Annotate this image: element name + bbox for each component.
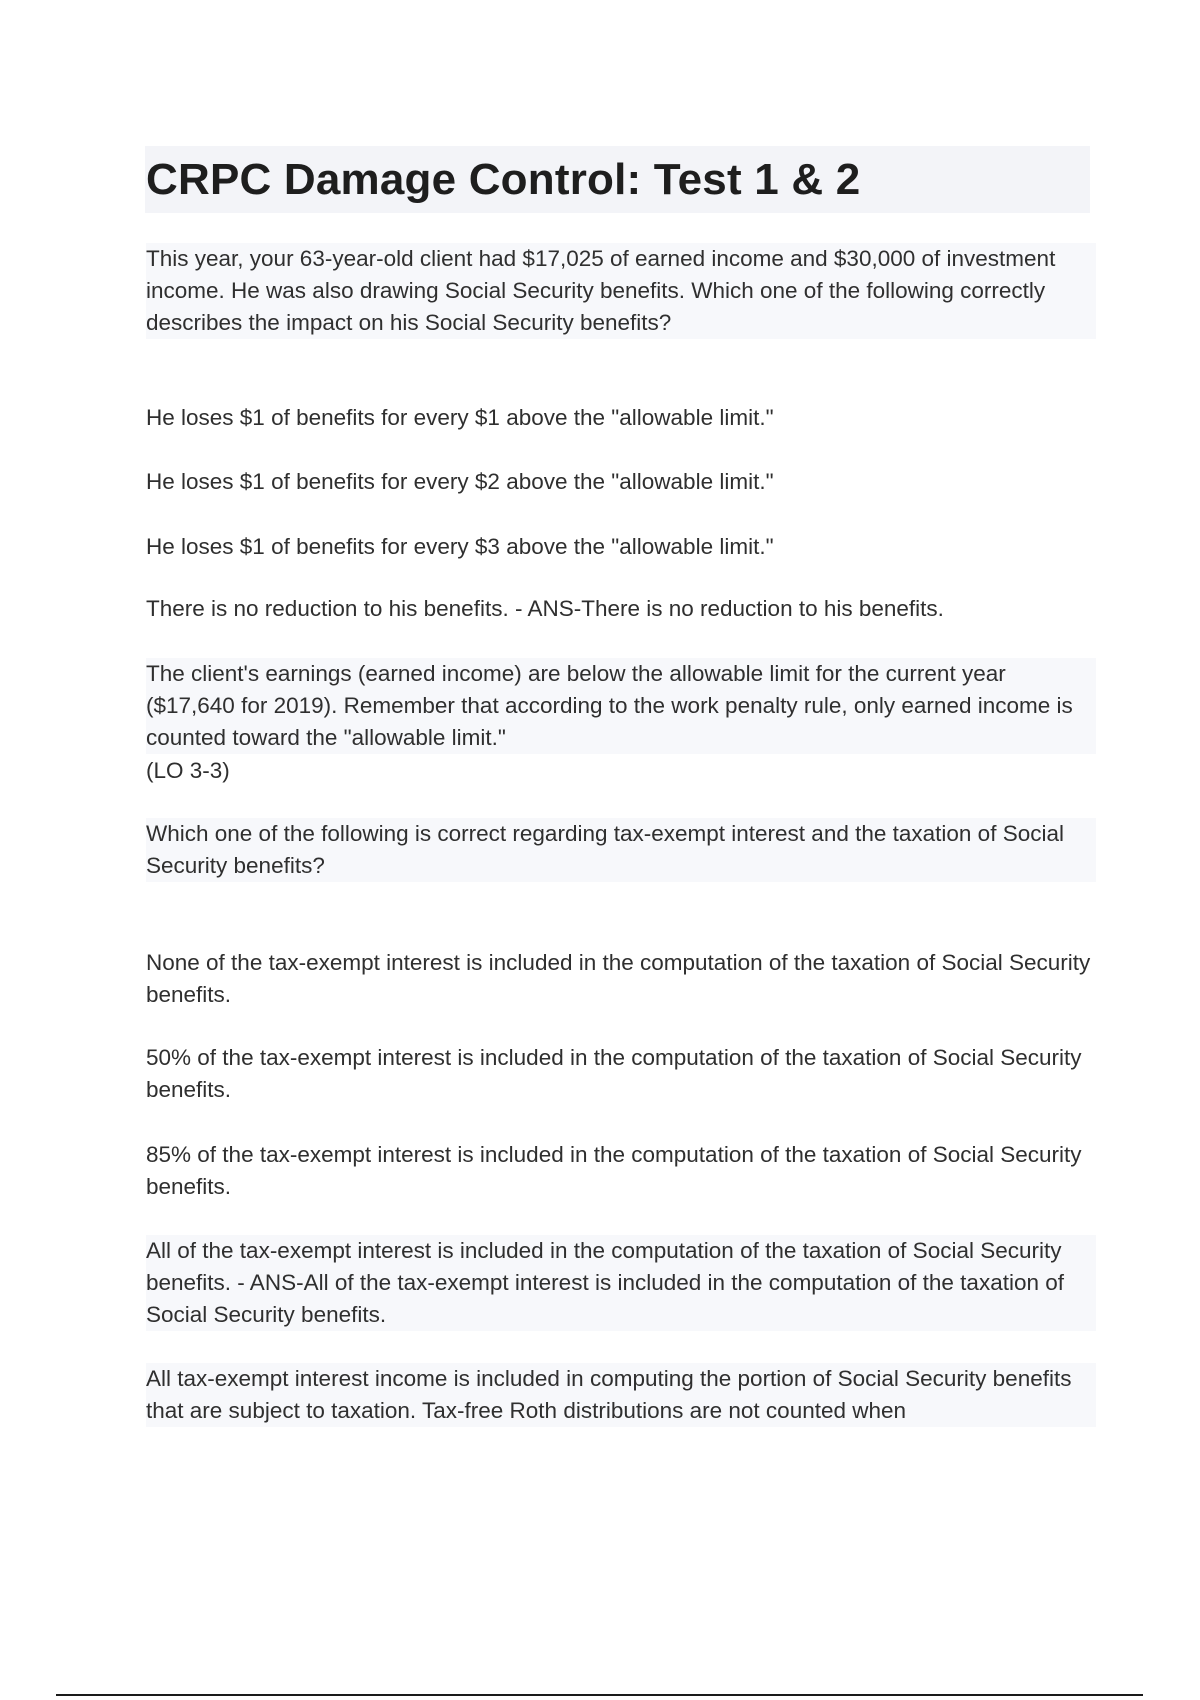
question-2-answer: All of the tax-exempt interest is included in the computation of the taxation of Social Security benefits. - ANS-All of the tax-exempt interest is included in the computation of the taxation of Social Security benefits. [146, 1235, 1096, 1331]
document-title: CRPC Damage Control: Test 1 & 2 [146, 155, 861, 204]
question-1-option-3: He loses $1 of benefits for every $3 above the "allowable limit." [146, 534, 774, 559]
question-1-answer: There is no reduction to his benefits. - ANS-There is no reduction to his benefits. [146, 596, 944, 621]
question-2-option-2: 50% of the tax-exempt interest is included in the computation of the taxation of Social Security benefits. [146, 1045, 1082, 1102]
question-1-reference: (LO 3-3) [146, 758, 230, 783]
question-2-stem: Which one of the following is correct regarding tax-exempt interest and the taxation of Social Security benefits? [146, 818, 1096, 882]
question-2-option-1: None of the tax-exempt interest is included in the computation of the taxation of Social Security benefits. [146, 950, 1091, 1007]
question-1-option-2: He loses $1 of benefits for every $2 above the "allowable limit." [146, 469, 774, 494]
question-1-option-1: He loses $1 of benefits for every $1 above the "allowable limit." [146, 405, 774, 430]
question-2-option-3: 85% of the tax-exempt interest is included in the computation of the taxation of Social Security benefits. [146, 1142, 1082, 1199]
question-1-stem: This year, your 63-year-old client had $17,025 of earned income and $30,000 of investment income. He was also drawing Social Security benefits. Which one of the following correctly describes the impact on his Social Security benefits? [146, 243, 1096, 339]
question-2-explanation: All tax-exempt interest income is included in computing the portion of Social Security benefits that are subject to taxation. Tax-free Roth distributions are not counted when [146, 1363, 1096, 1427]
footer-rule [56, 1694, 1143, 1696]
question-1-explanation: The client's earnings (earned income) are below the allowable limit for the current year ($17,640 for 2019). Remember that according to the work penalty rule, only earned income is counted toward the "allowable limit." [146, 658, 1096, 754]
